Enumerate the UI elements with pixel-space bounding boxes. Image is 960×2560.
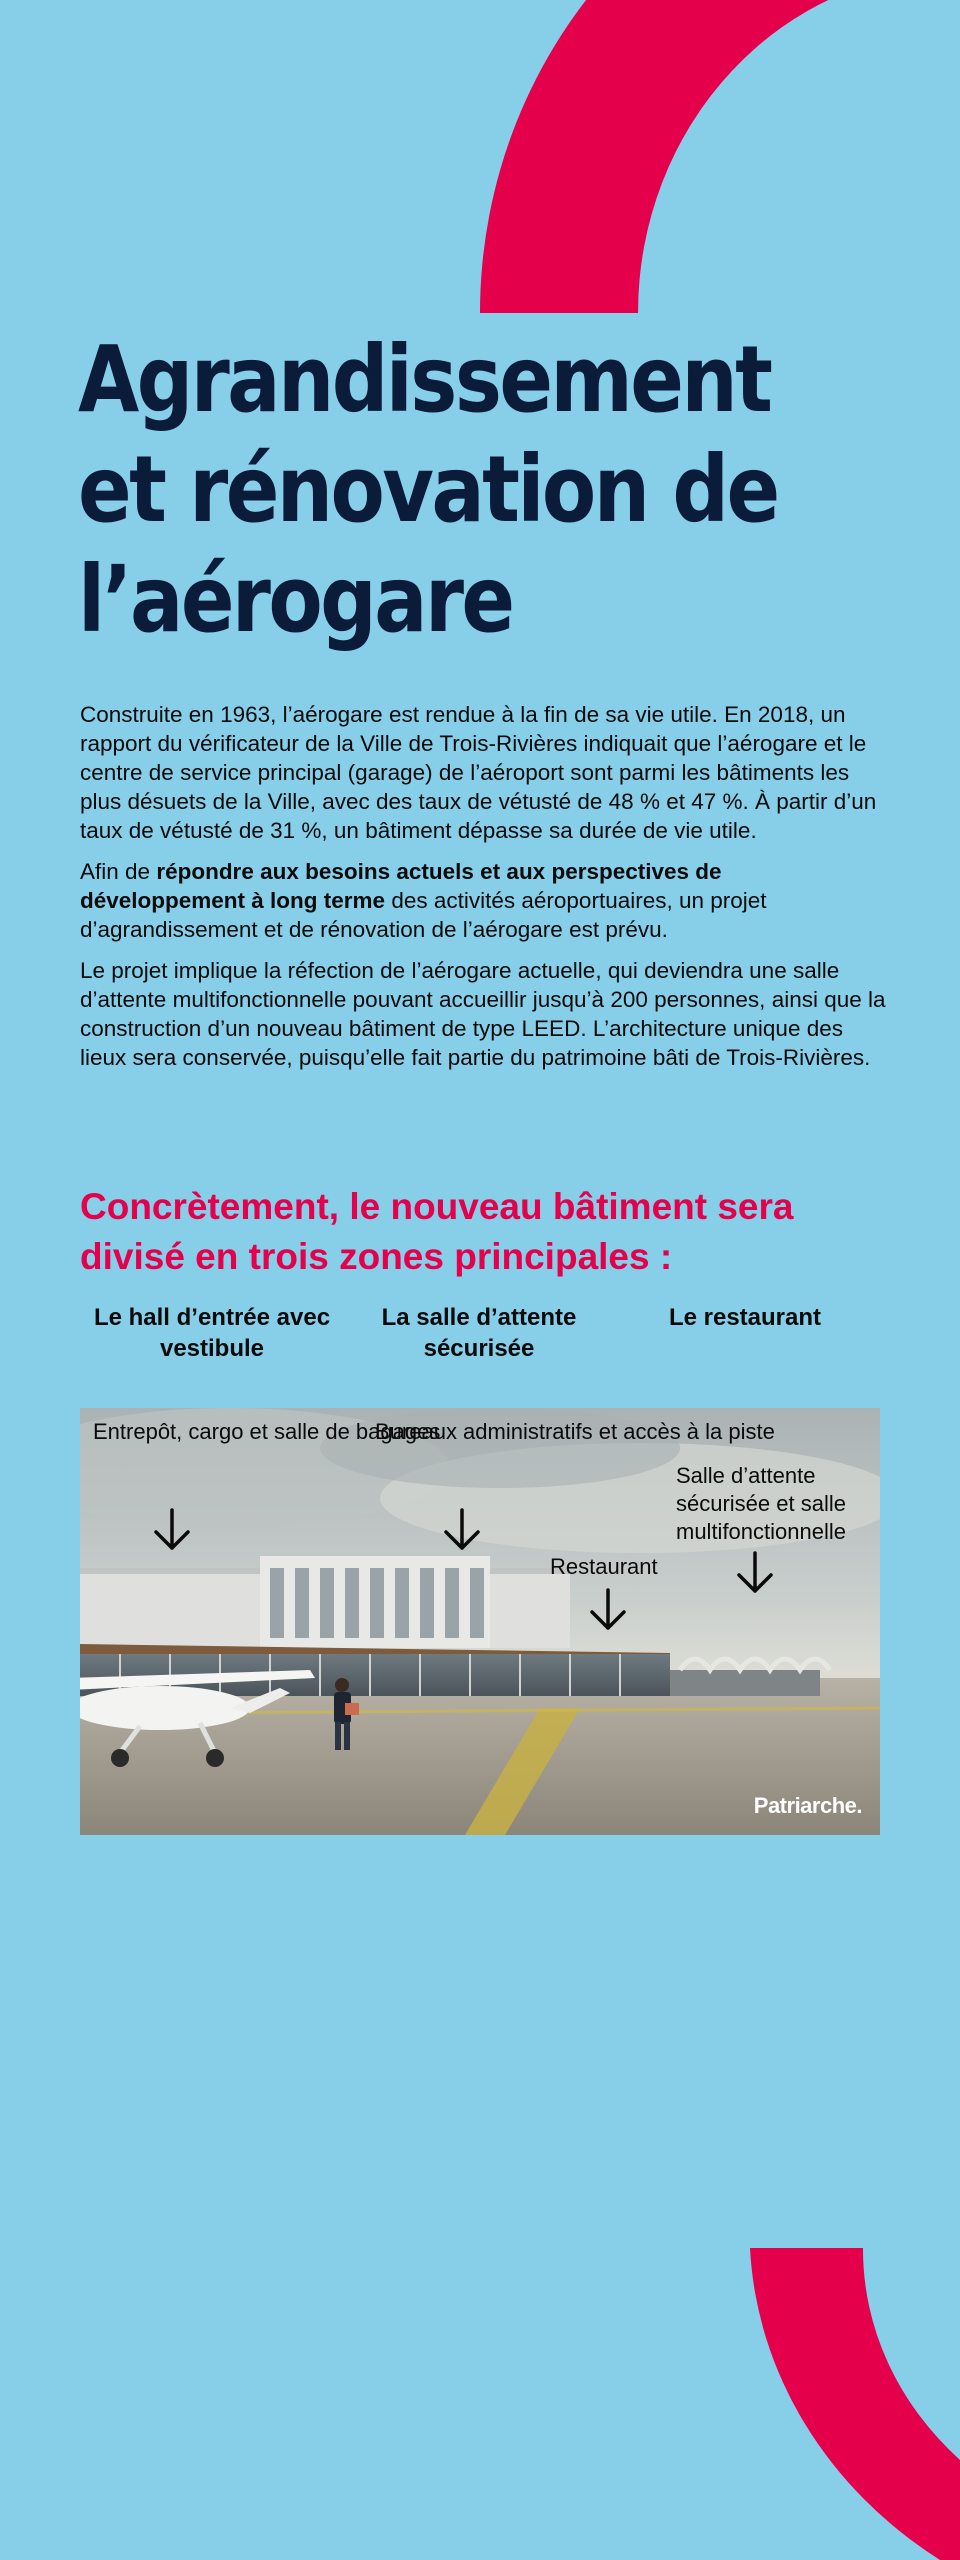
paragraph-goals	[80, 857, 890, 944]
arrow-down-icon	[588, 1588, 628, 1632]
page-title	[78, 325, 783, 655]
caption-restaurant: Restaurant	[550, 1554, 658, 1579]
terminal-rendering-image	[80, 1408, 880, 1835]
zone-restaurant: Le restaurant	[668, 1304, 822, 1331]
caption-waiting-room: Salle d’attente sécurisée et salle multifonctionnelle	[676, 1463, 846, 1544]
zones-list	[80, 1302, 880, 1372]
title-line-1: Agrandissement	[78, 326, 771, 433]
paragraph-history: Construite en 1963, l’aérogare est rendue à la fin de sa vie utile. En 2018, un rapport du vérificateur de la Ville de Trois-Rivières indiquait que l’aérogare et le centre de service principal (garage) de l’aéroport sont parmi les bâtiments les plus désuets de la Ville, avec des taux de vétusté de 48 % et 47 %. À partir d’un taux de vétusté de 31 %, un bâtiment dépasse sa durée de vie utile.	[80, 702, 877, 843]
paragraph-goals-start: Afin de	[80, 859, 157, 884]
zone-entrance-hall: Le hall d’entrée avec vestibule	[93, 1304, 331, 1362]
title-line-2: et rénovation de	[78, 436, 778, 543]
zones-heading: Concrètement, le nouveau bâtiment sera divisé en trois zones principales :	[80, 1186, 794, 1277]
arrow-down-icon	[152, 1508, 192, 1552]
body-text	[80, 700, 890, 1084]
arrow-down-icon	[735, 1551, 775, 1595]
arrow-down-icon	[442, 1508, 482, 1552]
caption-offices: Bureaux administratifs et accès à la piste	[375, 1419, 775, 1444]
zone-secure-waiting-room: La salle d’attente sécurisée	[381, 1304, 577, 1362]
image-credit-logo: Patriarche.	[753, 1793, 862, 1818]
paragraph-goals-end: des activités aéroportuaires, un projet d’agrandissement et de rénovation de l’aérogare est prévu.	[80, 888, 767, 942]
paragraph-project: Le projet implique la réfection de l’aérogare actuelle, qui deviendra une salle d’attente multifonctionnelle pouvant accueillir jusqu’à 200 personnes, ainsi que la construction d’un nouveau bâtiment de type LEED. L’architecture unique des lieux sera conservée, puisqu’elle fait partie du patrimoine bâti de Trois-Rivières.	[80, 958, 886, 1070]
paragraph-goals-emphasis: répondre aux besoins actuels et aux perspectives de développement à long terme	[80, 859, 722, 913]
caption-cargo: Entrepôt, cargo et salle de bagages	[93, 1419, 441, 1444]
title-line-3: l’aérogare	[78, 546, 513, 653]
